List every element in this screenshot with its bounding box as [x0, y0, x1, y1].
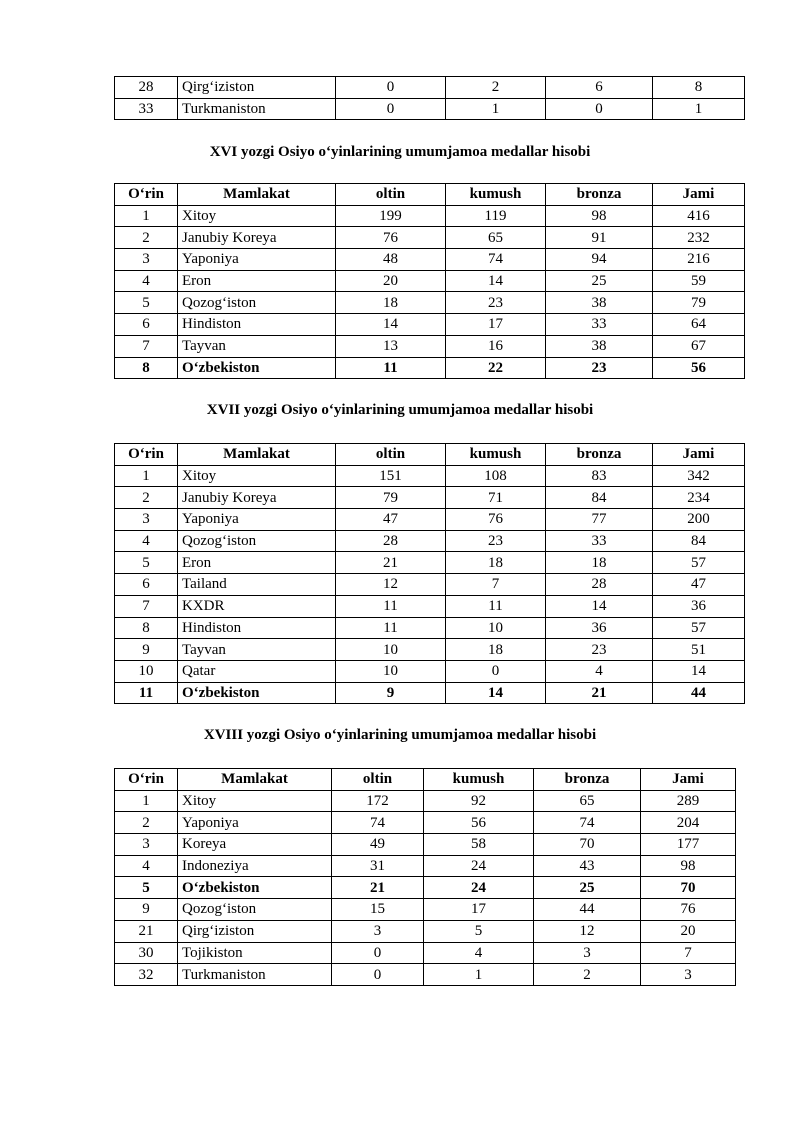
- silver-cell: 10: [446, 617, 546, 639]
- table-title-xviii: XVIII yozgi Osiyo o‘yinlarining umumjamoa medallar hisobi: [203, 727, 597, 743]
- total-cell: 70: [641, 877, 736, 899]
- country-cell: Qirg‘iziston: [178, 77, 336, 99]
- header-gold: oltin: [332, 769, 424, 791]
- country-cell: Eron: [178, 552, 336, 574]
- bronze-cell: 65: [534, 790, 641, 812]
- bronze-cell: 74: [534, 812, 641, 834]
- country-cell: Qozog‘iston: [178, 530, 336, 552]
- header-total: Jami: [641, 769, 736, 791]
- table-row: [115, 465, 745, 487]
- bronze-cell: 6: [546, 77, 653, 99]
- gold-cell: 11: [336, 357, 446, 379]
- rank-cell: 3: [115, 249, 178, 271]
- table-row: [115, 292, 745, 314]
- gold-cell: 48: [336, 249, 446, 271]
- medal-table-xviii: [114, 768, 736, 986]
- total-cell: 79: [653, 292, 745, 314]
- header-gold: oltin: [336, 184, 446, 206]
- total-cell: 416: [653, 205, 745, 227]
- gold-cell: 49: [332, 834, 424, 856]
- country-cell: Eron: [178, 270, 336, 292]
- bronze-cell: 25: [546, 270, 653, 292]
- header-rank: O‘rin: [115, 769, 178, 791]
- silver-cell: 14: [446, 270, 546, 292]
- rank-cell: 5: [115, 552, 178, 574]
- silver-cell: 92: [424, 790, 534, 812]
- total-cell: 36: [653, 595, 745, 617]
- header-bronze: bronza: [534, 769, 641, 791]
- total-cell: 3: [641, 964, 736, 986]
- silver-cell: 76: [446, 509, 546, 531]
- table-row: [115, 77, 745, 99]
- bronze-cell: 21: [546, 682, 653, 704]
- country-cell: Janubiy Koreya: [178, 227, 336, 249]
- header-country: Mamlakat: [178, 769, 332, 791]
- table-row: [115, 617, 745, 639]
- silver-cell: 18: [446, 639, 546, 661]
- gold-cell: 21: [332, 877, 424, 899]
- bronze-cell: 38: [546, 335, 653, 357]
- table-header-row: [115, 769, 736, 791]
- table-row: [115, 964, 736, 986]
- rank-cell: 1: [115, 465, 178, 487]
- country-cell: Yaponiya: [178, 812, 332, 834]
- gold-cell: 79: [336, 487, 446, 509]
- rank-cell: 3: [115, 834, 178, 856]
- total-cell: 84: [653, 530, 745, 552]
- silver-cell: 7: [446, 574, 546, 596]
- header-silver: kumush: [424, 769, 534, 791]
- gold-cell: 172: [332, 790, 424, 812]
- gold-cell: 3: [332, 920, 424, 942]
- medal-table-xvi: [114, 183, 745, 379]
- table-row: [115, 205, 745, 227]
- total-cell: 51: [653, 639, 745, 661]
- silver-cell: 23: [446, 292, 546, 314]
- header-bronze: bronza: [546, 184, 653, 206]
- gold-cell: 9: [336, 682, 446, 704]
- silver-cell: 16: [446, 335, 546, 357]
- rank-cell: 7: [115, 335, 178, 357]
- country-cell: Indoneziya: [178, 855, 332, 877]
- bronze-cell: 44: [534, 899, 641, 921]
- header-total: Jami: [653, 444, 745, 466]
- total-cell: 1: [653, 98, 745, 120]
- table-row: [115, 98, 745, 120]
- silver-cell: 24: [424, 855, 534, 877]
- rank-cell: 7: [115, 595, 178, 617]
- country-cell: KXDR: [178, 595, 336, 617]
- silver-cell: 58: [424, 834, 534, 856]
- bronze-cell: 33: [546, 530, 653, 552]
- country-cell: Qirg‘iziston: [178, 920, 332, 942]
- table-row: [115, 270, 745, 292]
- gold-cell: 151: [336, 465, 446, 487]
- silver-cell: 2: [446, 77, 546, 99]
- table-row: [115, 812, 736, 834]
- silver-cell: 71: [446, 487, 546, 509]
- table-row: [115, 595, 745, 617]
- table-row: [115, 920, 736, 942]
- total-cell: 57: [653, 552, 745, 574]
- table-title-xvi: XVI yozgi Osiyo o‘yinlarining umumjamoa medallar hisobi: [209, 144, 591, 160]
- total-cell: 59: [653, 270, 745, 292]
- country-cell: Qozog‘iston: [178, 899, 332, 921]
- country-cell: Xitoy: [178, 205, 336, 227]
- rank-cell: 10: [115, 660, 178, 682]
- silver-cell: 4: [424, 942, 534, 964]
- rank-cell: 2: [115, 227, 178, 249]
- header-silver: kumush: [446, 184, 546, 206]
- bronze-cell: 98: [546, 205, 653, 227]
- header-silver: kumush: [446, 444, 546, 466]
- country-cell: Tayvan: [178, 335, 336, 357]
- country-cell: Hindiston: [178, 617, 336, 639]
- bronze-cell: 38: [546, 292, 653, 314]
- rank-cell: 4: [115, 855, 178, 877]
- rank-cell: 2: [115, 812, 178, 834]
- silver-cell: 14: [446, 682, 546, 704]
- silver-cell: 1: [446, 98, 546, 120]
- silver-cell: 11: [446, 595, 546, 617]
- rank-cell: 5: [115, 877, 178, 899]
- rank-cell: 6: [115, 574, 178, 596]
- gold-cell: 21: [336, 552, 446, 574]
- total-cell: 64: [653, 314, 745, 336]
- gold-cell: 11: [336, 595, 446, 617]
- country-cell: Qatar: [178, 660, 336, 682]
- total-cell: 56: [653, 357, 745, 379]
- medal-table-continued: [114, 76, 745, 120]
- total-cell: 67: [653, 335, 745, 357]
- table-row: [115, 877, 736, 899]
- country-cell: O‘zbekiston: [178, 877, 332, 899]
- table-title-xvii: XVII yozgi Osiyo o‘yinlarining umumjamoa medallar hisobi: [206, 402, 594, 418]
- gold-cell: 0: [336, 77, 446, 99]
- total-cell: 177: [641, 834, 736, 856]
- header-rank: O‘rin: [115, 184, 178, 206]
- table-row: [115, 834, 736, 856]
- total-cell: 47: [653, 574, 745, 596]
- gold-cell: 28: [336, 530, 446, 552]
- gold-cell: 11: [336, 617, 446, 639]
- rank-cell: 32: [115, 964, 178, 986]
- bronze-cell: 23: [546, 639, 653, 661]
- silver-cell: 23: [446, 530, 546, 552]
- table-row: [115, 639, 745, 661]
- rank-cell: 1: [115, 205, 178, 227]
- gold-cell: 15: [332, 899, 424, 921]
- bronze-cell: 28: [546, 574, 653, 596]
- table-row: [115, 314, 745, 336]
- country-cell: Xitoy: [178, 465, 336, 487]
- silver-cell: 119: [446, 205, 546, 227]
- country-cell: Xitoy: [178, 790, 332, 812]
- total-cell: 342: [653, 465, 745, 487]
- silver-cell: 1: [424, 964, 534, 986]
- table-row: [115, 335, 745, 357]
- gold-cell: 31: [332, 855, 424, 877]
- silver-cell: 24: [424, 877, 534, 899]
- table-row: [115, 855, 736, 877]
- table-row: [115, 249, 745, 271]
- total-cell: 232: [653, 227, 745, 249]
- table-row: [115, 660, 745, 682]
- medal-table-xvii: [114, 443, 745, 704]
- rank-cell: 4: [115, 530, 178, 552]
- table-row: [115, 942, 736, 964]
- table-row: [115, 790, 736, 812]
- rank-cell: 8: [115, 617, 178, 639]
- bronze-cell: 77: [546, 509, 653, 531]
- total-cell: 200: [653, 509, 745, 531]
- table-row: [115, 357, 745, 379]
- table-row: [115, 899, 736, 921]
- gold-cell: 47: [336, 509, 446, 531]
- silver-cell: 18: [446, 552, 546, 574]
- rank-cell: 2: [115, 487, 178, 509]
- header-total: Jami: [653, 184, 745, 206]
- bronze-cell: 3: [534, 942, 641, 964]
- bronze-cell: 83: [546, 465, 653, 487]
- table-row: [115, 509, 745, 531]
- gold-cell: 199: [336, 205, 446, 227]
- gold-cell: 0: [332, 964, 424, 986]
- rank-cell: 5: [115, 292, 178, 314]
- rank-cell: 1: [115, 790, 178, 812]
- total-cell: 289: [641, 790, 736, 812]
- gold-cell: 13: [336, 335, 446, 357]
- rank-cell: 21: [115, 920, 178, 942]
- bronze-cell: 0: [546, 98, 653, 120]
- total-cell: 14: [653, 660, 745, 682]
- country-cell: Hindiston: [178, 314, 336, 336]
- total-cell: 76: [641, 899, 736, 921]
- gold-cell: 20: [336, 270, 446, 292]
- bronze-cell: 18: [546, 552, 653, 574]
- header-rank: O‘rin: [115, 444, 178, 466]
- table-row: [115, 552, 745, 574]
- total-cell: 7: [641, 942, 736, 964]
- silver-cell: 0: [446, 660, 546, 682]
- rank-cell: 9: [115, 899, 178, 921]
- bronze-cell: 91: [546, 227, 653, 249]
- country-cell: Turkmaniston: [178, 964, 332, 986]
- silver-cell: 5: [424, 920, 534, 942]
- bronze-cell: 14: [546, 595, 653, 617]
- bronze-cell: 2: [534, 964, 641, 986]
- table-header-row: [115, 444, 745, 466]
- gold-cell: 0: [336, 98, 446, 120]
- country-cell: O‘zbekiston: [178, 357, 336, 379]
- rank-cell: 33: [115, 98, 178, 120]
- silver-cell: 65: [446, 227, 546, 249]
- bronze-cell: 84: [546, 487, 653, 509]
- table-row: [115, 227, 745, 249]
- gold-cell: 18: [336, 292, 446, 314]
- bronze-cell: 25: [534, 877, 641, 899]
- gold-cell: 74: [332, 812, 424, 834]
- silver-cell: 56: [424, 812, 534, 834]
- bronze-cell: 43: [534, 855, 641, 877]
- total-cell: 44: [653, 682, 745, 704]
- country-cell: Yaponiya: [178, 509, 336, 531]
- silver-cell: 74: [446, 249, 546, 271]
- bronze-cell: 12: [534, 920, 641, 942]
- gold-cell: 76: [336, 227, 446, 249]
- country-cell: Turkmaniston: [178, 98, 336, 120]
- table-row: [115, 682, 745, 704]
- silver-cell: 17: [446, 314, 546, 336]
- gold-cell: 0: [332, 942, 424, 964]
- rank-cell: 6: [115, 314, 178, 336]
- total-cell: 204: [641, 812, 736, 834]
- country-cell: Janubiy Koreya: [178, 487, 336, 509]
- rank-cell: 4: [115, 270, 178, 292]
- bronze-cell: 94: [546, 249, 653, 271]
- total-cell: 98: [641, 855, 736, 877]
- table-row: [115, 487, 745, 509]
- bronze-cell: 70: [534, 834, 641, 856]
- total-cell: 8: [653, 77, 745, 99]
- rank-cell: 11: [115, 682, 178, 704]
- country-cell: Tailand: [178, 574, 336, 596]
- bronze-cell: 4: [546, 660, 653, 682]
- rank-cell: 30: [115, 942, 178, 964]
- rank-cell: 8: [115, 357, 178, 379]
- country-cell: O‘zbekiston: [178, 682, 336, 704]
- country-cell: Tojikiston: [178, 942, 332, 964]
- gold-cell: 10: [336, 660, 446, 682]
- gold-cell: 10: [336, 639, 446, 661]
- total-cell: 57: [653, 617, 745, 639]
- rank-cell: 28: [115, 77, 178, 99]
- table-header-row: [115, 184, 745, 206]
- rank-cell: 9: [115, 639, 178, 661]
- country-cell: Yaponiya: [178, 249, 336, 271]
- silver-cell: 17: [424, 899, 534, 921]
- silver-cell: 22: [446, 357, 546, 379]
- header-bronze: bronza: [546, 444, 653, 466]
- country-cell: Qozog‘iston: [178, 292, 336, 314]
- country-cell: Tayvan: [178, 639, 336, 661]
- header-country: Mamlakat: [178, 184, 336, 206]
- gold-cell: 14: [336, 314, 446, 336]
- header-gold: oltin: [336, 444, 446, 466]
- country-cell: Koreya: [178, 834, 332, 856]
- total-cell: 20: [641, 920, 736, 942]
- header-country: Mamlakat: [178, 444, 336, 466]
- total-cell: 216: [653, 249, 745, 271]
- bronze-cell: 33: [546, 314, 653, 336]
- bronze-cell: 23: [546, 357, 653, 379]
- table-row: [115, 530, 745, 552]
- total-cell: 234: [653, 487, 745, 509]
- rank-cell: 3: [115, 509, 178, 531]
- silver-cell: 108: [446, 465, 546, 487]
- table-row: [115, 574, 745, 596]
- bronze-cell: 36: [546, 617, 653, 639]
- gold-cell: 12: [336, 574, 446, 596]
